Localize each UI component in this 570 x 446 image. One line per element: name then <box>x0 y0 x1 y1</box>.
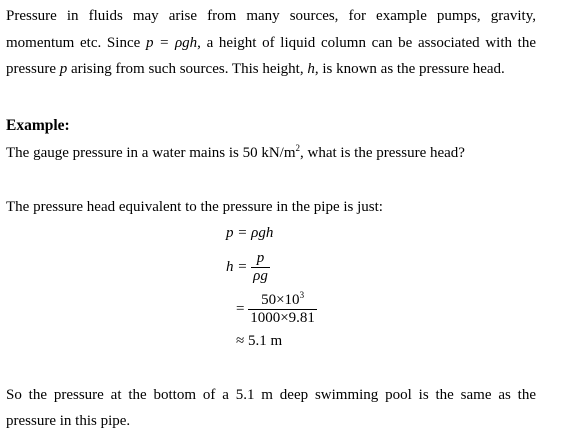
intro-line-2-text-a: momentum etc. Since <box>6 34 146 51</box>
equation-2-denominator: ρg <box>253 268 268 284</box>
equation-4-relation: ≈ <box>236 333 245 349</box>
intro-line-3-text-a: pressure <box>6 61 60 77</box>
equation-1-text: p = ρgh <box>226 225 274 241</box>
equation-3-numerator-exponent: 3 <box>299 290 305 300</box>
intro-line-3 <box>6 56 536 83</box>
question-text-b: , what is the pressure head? <box>300 145 465 161</box>
equation-3-numerator <box>248 292 317 310</box>
intro-line-1-text: Pressure in fluids may arise from many sources, for example pumps, gravity, <box>6 8 536 24</box>
equation-3-fraction <box>248 292 317 327</box>
example-heading: Example: <box>6 117 70 134</box>
equation-2-numerator: p <box>251 250 270 268</box>
example-question <box>6 145 465 162</box>
symbol-h: h <box>307 61 315 77</box>
equation-2-fraction <box>251 250 270 285</box>
equation-1 <box>226 225 273 242</box>
intro-line-2 <box>6 30 536 57</box>
solution-intro: The pressure head equivalent to the pressure in the pipe is just: <box>6 199 383 215</box>
equation-3-relation: = <box>236 301 245 317</box>
conclusion-paragraph <box>6 382 536 434</box>
equation-4 <box>236 333 282 350</box>
symbol-p: p <box>59 61 68 77</box>
equation-3-numerator-base: 50×10 <box>261 292 300 308</box>
intro-line-1 <box>6 3 536 30</box>
equation-2-lhs: h = <box>226 259 248 275</box>
equation-3-denominator: 1000×9.81 <box>250 310 315 326</box>
equation-3 <box>236 292 317 327</box>
question-text-a: The gauge pressure in a water mains is 50 kN/m <box>6 145 296 161</box>
inline-equation: p = ρgh <box>145 34 198 51</box>
conclusion-line-1: So the pressure at the bottom of a 5.1 m deep swimming pool is the same as the <box>6 387 536 403</box>
intro-paragraph <box>6 3 536 83</box>
equation-4-value: 5.1 m <box>247 333 283 349</box>
intro-line-3-text-b: arising from such sources. This height, <box>67 61 308 77</box>
equation-2 <box>226 250 270 285</box>
intro-line-2-text-b: , a height of liquid column can be associated with the <box>197 34 537 51</box>
intro-line-3-text-c: , is known as the pressure head. <box>314 61 505 77</box>
question-superscript: 2 <box>295 143 301 153</box>
conclusion-line-2: pressure in this pipe. <box>6 413 131 429</box>
